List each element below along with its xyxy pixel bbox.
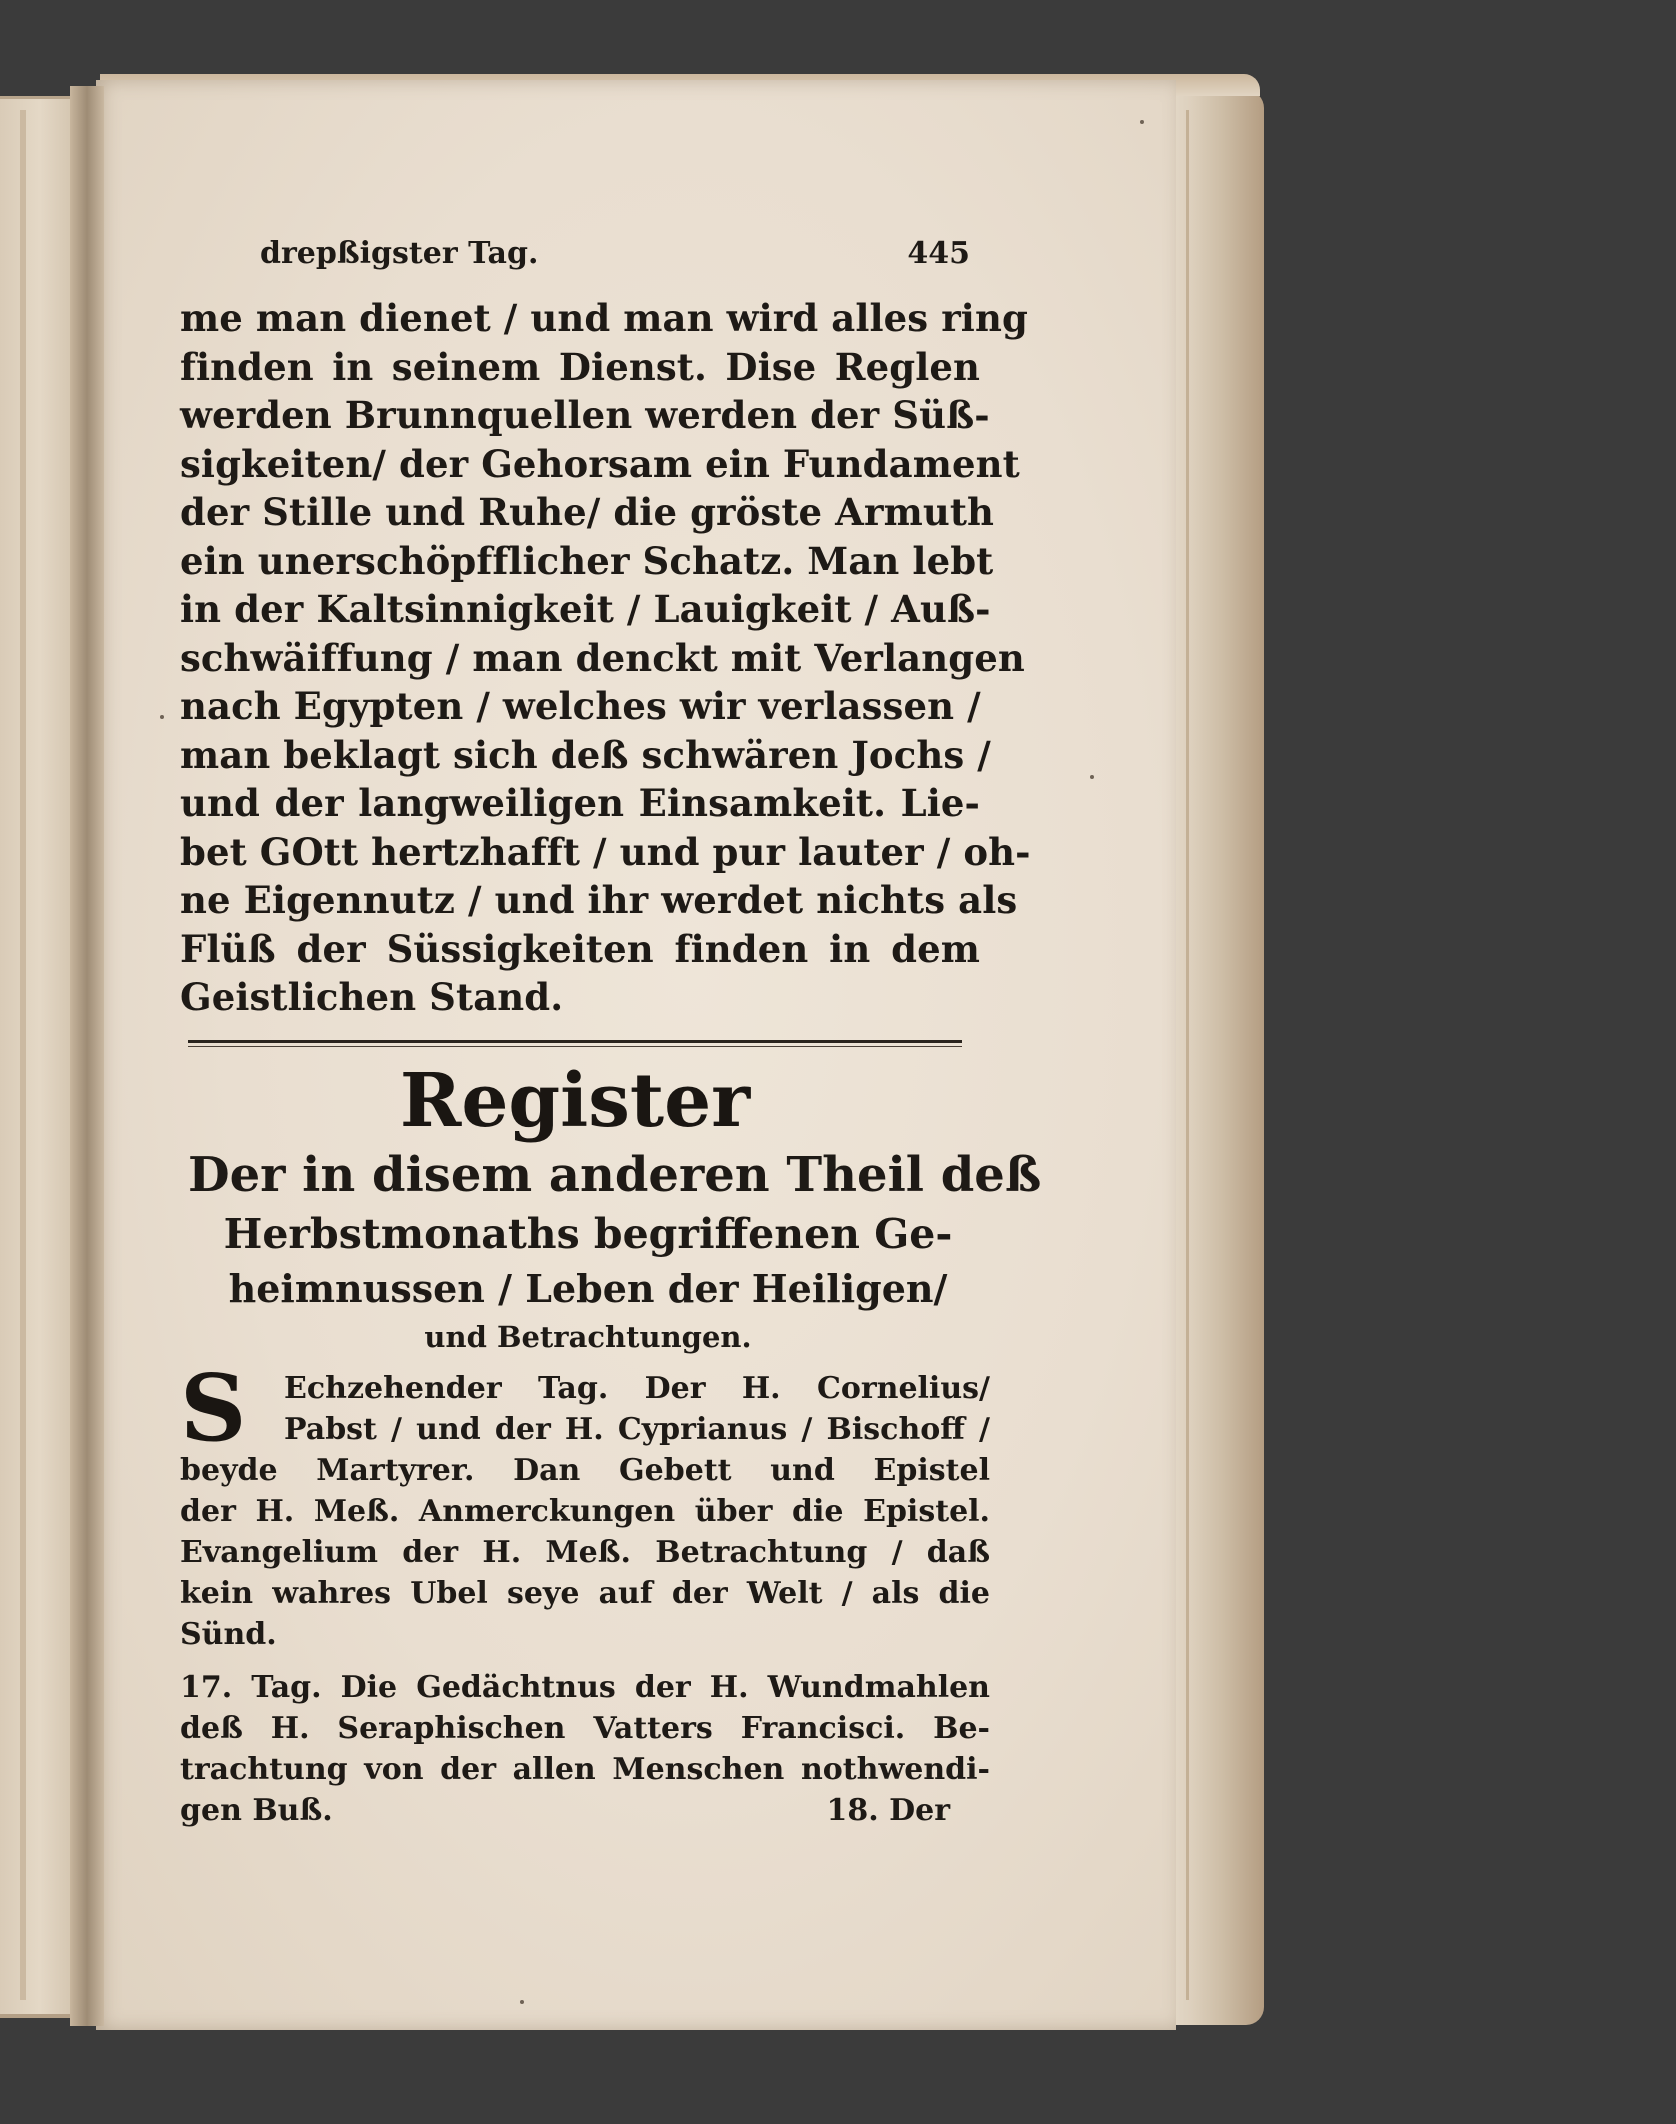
body-line: finden in seinem Dienst. Dise Reglen xyxy=(180,344,980,389)
body-line: Geistlichen Stand. xyxy=(180,975,564,1019)
body-line: ne Eigennutz / und ihr werdet nichts als xyxy=(180,878,1018,922)
entry-line: der H. Meß. Anmerckungen über die Epistel. xyxy=(180,1494,990,1529)
register-entry xyxy=(180,1667,990,1832)
running-head xyxy=(230,236,970,276)
subtitle-line: Herbstmonaths begriffenen Ge- xyxy=(223,1210,953,1258)
paper-speck xyxy=(520,2000,524,2004)
paper-speck xyxy=(1090,775,1094,779)
entry-line: deß H. Seraphischen Vatters Francisci. Be- xyxy=(180,1711,990,1746)
left-page-fold xyxy=(20,110,26,2000)
body-line: ein unerschöpfflicher Schatz. Man lebt xyxy=(180,538,994,583)
register-subtitle xyxy=(188,1144,1042,1358)
body-line: schwäiffung / man denckt mit Verlangen xyxy=(180,635,1025,680)
subtitle-line: heimnussen / Leben der Heiligen/ xyxy=(228,1266,948,1311)
body-line: Flüß der Süssigkeiten finden in dem xyxy=(180,926,980,971)
entry-line: 17. Tag. Die Gedächtnus der H. Wundmahlen xyxy=(180,1670,990,1705)
drop-cap-initial: S xyxy=(180,1354,247,1462)
entry-last-line xyxy=(180,1790,990,1832)
entry-line: Sünd. xyxy=(180,1617,277,1652)
entry-line: Echzehender Tag. Der H. Cornelius/ xyxy=(284,1371,990,1406)
section-divider xyxy=(188,1040,962,1043)
register-entries xyxy=(180,1354,990,1832)
body-line: me man dienet / und man wird alles ring xyxy=(180,296,1028,340)
register-entry xyxy=(180,1354,990,1655)
subtitle-line: Der in disem anderen Theil deß xyxy=(188,1147,1042,1203)
paper-speck xyxy=(1140,120,1144,124)
body-line: und der langweiligen Einsamkeit. Lie- xyxy=(180,781,980,825)
book-gutter xyxy=(70,86,104,2026)
entry-line: kein wahres Ubel seye auf der Welt / als die xyxy=(180,1576,990,1611)
register-heading: Register xyxy=(399,1058,751,1144)
paper-speck xyxy=(160,715,164,719)
running-head-title: drepßigster Tag. xyxy=(260,236,539,271)
body-text xyxy=(180,294,1031,1022)
entry-line: Pabst / und der H. Cyprianus / Bischoff / xyxy=(284,1412,990,1447)
entry-line: Evangelium der H. Meß. Betrachtung / daß xyxy=(180,1535,990,1570)
body-line: man beklagt sich deß schwären Jochs / xyxy=(180,732,991,777)
subtitle-line: und Betrachtungen. xyxy=(424,1320,752,1354)
body-line: nach Egypten / welches wir verlassen / xyxy=(180,684,981,728)
body-line: werden Brunnquellen werden der Süß- xyxy=(180,393,990,437)
body-line: in der Kaltsinnigkeit / Lauigkeit / Auß- xyxy=(180,587,991,631)
entry-line: gen Buß. xyxy=(180,1793,333,1828)
page-number: 445 xyxy=(907,236,970,271)
body-line: bet GOtt hertzhafft / und pur lauter / oh- xyxy=(180,829,1031,874)
entry-line: beyde Martyrer. Dan Gebett und Epistel xyxy=(180,1453,990,1488)
catchword: 18. Der xyxy=(826,1793,950,1828)
entry-line: trachtung von der allen Menschen nothwendi- xyxy=(180,1752,990,1787)
body-line: der Stille und Ruhe/ die gröste Armuth xyxy=(180,490,995,534)
body-line: sigkeiten/ der Gehorsam ein Fundament xyxy=(180,441,1020,486)
